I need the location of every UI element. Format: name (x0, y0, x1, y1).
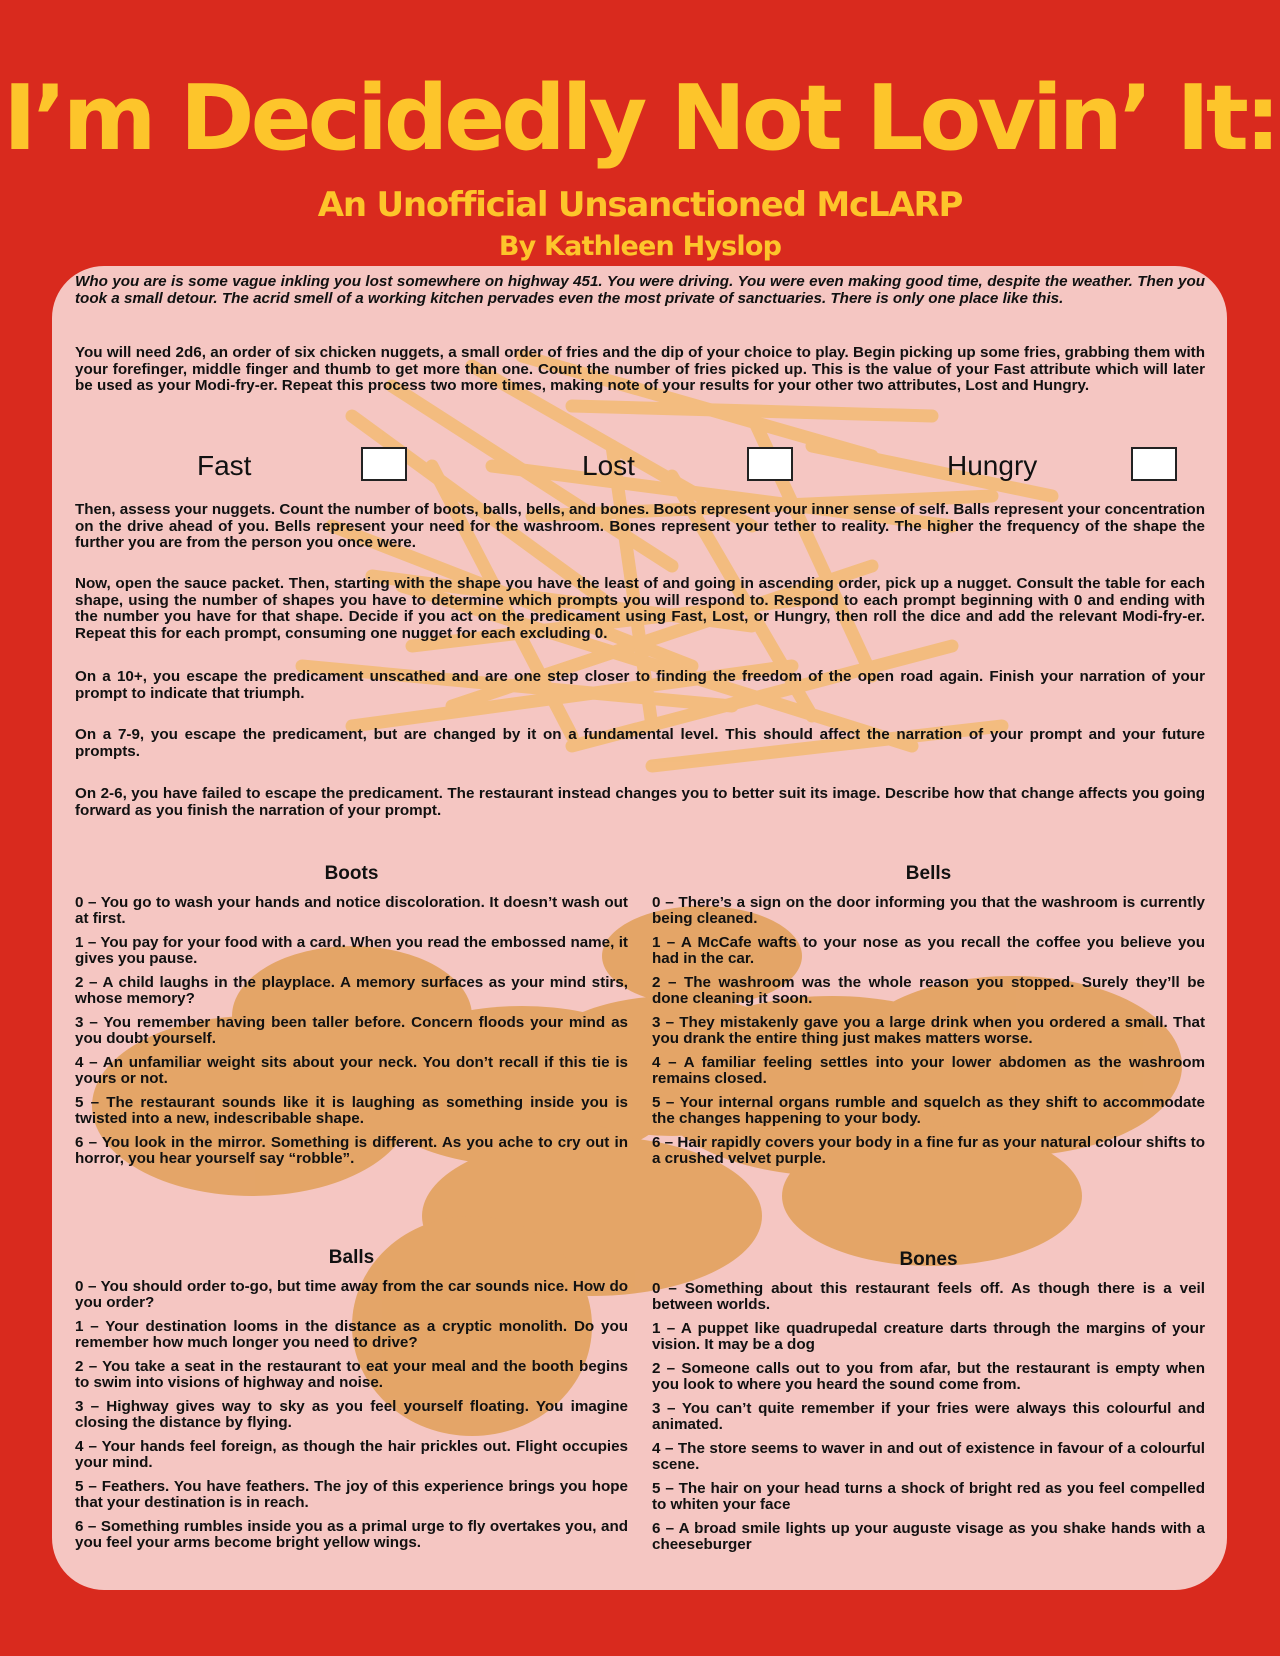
boots-prompt-1: 1 – You pay for your food with a card. When you read the embossed name, it gives you pause. (75, 934, 628, 967)
bells-prompt-6: 6 – Hair rapidly covers your body in a fine fur as your natural colour shifts to a crushed velvet purple. (652, 1134, 1205, 1167)
bones-prompt-0: 0 – Something about this restaurant feels off. As though there is a veil between worlds. (652, 1280, 1205, 1313)
boots-prompt-0: 0 – You go to wash your hands and notice discoloration. It doesn’t wash out at first. (75, 894, 628, 927)
bells-prompt-0: 0 – There’s a sign on the door informing you that the washroom is currently being cleaned. (652, 894, 1205, 927)
seven-nine-paragraph: On a 7-9, you escape the predicament, but are changed by it on a fundamental level. This should affect the narration of your prompt and your future prompts. (75, 726, 1205, 760)
attribute-label-lost: Lost (582, 450, 635, 481)
boots-prompt-6: 6 – You look in the mirror. Something is different. As you ache to cry out in horror, you hear yourself say “robble”. (75, 1134, 628, 1167)
balls-prompt-4: 4 – Your hands feel foreign, as though the hair prickles out. Flight occupies your mind. (75, 1438, 628, 1471)
bones-prompt-4: 4 – The store seems to waver in and out of existence in favour of a colourful scene. (652, 1440, 1205, 1473)
setup-paragraph: You will need 2d6, an order of six chicken nuggets, a small order of fries and the dip of your choice to play. Begin picking up some fries, grabbing them with your forefinger, middle finger and thumb to get more than one. Count the number of fries picked up. This is the value of your Fast attribute which will later be used as your Modi-fry-er. Repeat this process two more times, making note of your results for your other two attributes, Lost and Hungry. (75, 344, 1205, 394)
fast-score-box[interactable] (361, 447, 407, 481)
balls-heading: Balls (328, 1247, 375, 1268)
boots-table (75, 863, 628, 1175)
boots-prompt-5: 5 – The restaurant sounds like it is laughing as something inside you is twisted into a new, indescribable shape. (75, 1094, 628, 1127)
boots-prompt-2: 2 – A child laughs in the playplace. A memory surfaces as your mind stirs, whose memory? (75, 974, 628, 1007)
boots-prompt-4: 4 – An unfamiliar weight sits about your neck. You don’t recall if this tie is yours or not. (75, 1054, 628, 1087)
nuggets-paragraph: Then, assess your nuggets. Count the number of boots, balls, bells, and bones. Boots represent your inner sense of self. Balls represent your concentration on the drive ahead of you. Bells represent your need for the washroom. Bones represent your tether to reality. The higher the frequency of the shape the further you are from the person you once were. (75, 501, 1205, 551)
sauce-paragraph: Now, open the sauce packet. Then, starting with the shape you have the least of and going in ascending order, pick up a nugget. Consult the table for each shape, using the number of shapes you have to determine which prompts you will respond to. Respond to each prompt beginning with 0 and ending with the number you have for that shape. Decide if you act on the predicament using Fast, Lost, or Hungry, then roll the dice and add the relevant Modi-fry-er. Repeat this for each prompt, consuming one nugget for each excluding 0. (75, 575, 1205, 642)
bells-prompt-4: 4 – A familiar feeling settles into your lower abdomen as the washroom remains closed. (652, 1054, 1205, 1087)
balls-prompt-1: 1 – Your destination looms in the distance as a cryptic monolith. Do you remember how much longer you need to drive? (75, 1318, 628, 1351)
bones-prompt-5: 5 – The hair on your head turns a shock of bright red as you feel compelled to whiten your face (652, 1480, 1205, 1513)
hungry-score-box[interactable] (1131, 447, 1177, 481)
bells-prompt-3: 3 – They mistakenly gave you a large drink when you ordered a small. That you drank the entire thing just makes matters worse. (652, 1014, 1205, 1047)
ten-plus-paragraph: On a 10+, you escape the predicament unscathed and are one step closer to finding the freedom of the open road again. Finish your narration of your prompt to indicate that triumph. (75, 668, 1205, 702)
balls-prompt-0: 0 – You should order to-go, but time away from the car sounds nice. How do you order? (75, 1278, 628, 1311)
bones-prompt-3: 3 – You can’t quite remember if your fries were always this colourful and animated. (652, 1400, 1205, 1433)
balls-prompt-6: 6 – Something rumbles inside you as a primal urge to fly overtakes you, and you feel your arms become bright yellow wings. (75, 1518, 628, 1551)
author-byline: By Kathleen Hyslop (498, 231, 782, 262)
balls-table (75, 1247, 628, 1559)
bells-heading: Bells (905, 863, 952, 884)
bones-prompt-2: 2 – Someone calls out to you from afar, but the restaurant is empty when you look to where you heard the sound come from. (652, 1360, 1205, 1393)
attribute-label-fast: Fast (197, 450, 252, 481)
intro-paragraph: Who you are is some vague inkling you lost somewhere on highway 451. You were driving. You were even making good time, despite the weather. Then you took a small detour. The acrid smell of a working kitchen pervades even the most private of sanctuaries. There is only one place like this. (75, 273, 1205, 307)
balls-prompt-3: 3 – Highway gives way to sky as you feel yourself floating. You imagine closing the distance by flying. (75, 1398, 628, 1431)
attributes-row (52, 444, 1227, 488)
boots-heading: Boots (324, 863, 379, 884)
balls-prompt-2: 2 – You take a seat in the restaurant to eat your meal and the booth begins to swim into visions of highway and noise. (75, 1358, 628, 1391)
bells-prompt-2: 2 – The washroom was the whole reason you stopped. Surely they’ll be done cleaning it soon. (652, 974, 1205, 1007)
rules-content (52, 266, 1227, 1590)
boots-prompt-3: 3 – You remember having been taller before. Concern floods your mind as you doubt yourself. (75, 1014, 628, 1047)
page-subtitle: An Unofficial Unsanctioned McLARP (317, 185, 963, 225)
bones-prompt-6: 6 – A broad smile lights up your auguste visage as you shake hands with a cheeseburger (652, 1520, 1205, 1553)
bones-prompt-1: 1 – A puppet like quadrupedal creature darts through the margins of your vision. It may be a dog (652, 1320, 1205, 1353)
bells-prompt-5: 5 – Your internal organs rumble and squelch as they shift to accommodate the changes happening to your body. (652, 1094, 1205, 1127)
bells-table (652, 863, 1205, 1175)
balls-prompt-5: 5 – Feathers. You have feathers. The joy of this experience brings you hope that your destination is in reach. (75, 1478, 628, 1511)
lost-score-box[interactable] (747, 447, 793, 481)
bells-prompt-1: 1 – A McCafe wafts to your nose as you recall the coffee you believe you had in the car. (652, 934, 1205, 967)
page-title: I’m Decidedly Not Lovin’ It: (3, 66, 1277, 171)
rules-card (52, 266, 1227, 1590)
two-six-paragraph: On 2-6, you have failed to escape the predicament. The restaurant instead changes you to better suit its image. Describe how that change affects you going forward as you finish the narration of your prompt. (75, 785, 1205, 819)
bones-heading: Bones (899, 1249, 958, 1270)
bones-table (652, 1249, 1205, 1561)
attribute-label-hungry: Hungry (947, 450, 1038, 481)
